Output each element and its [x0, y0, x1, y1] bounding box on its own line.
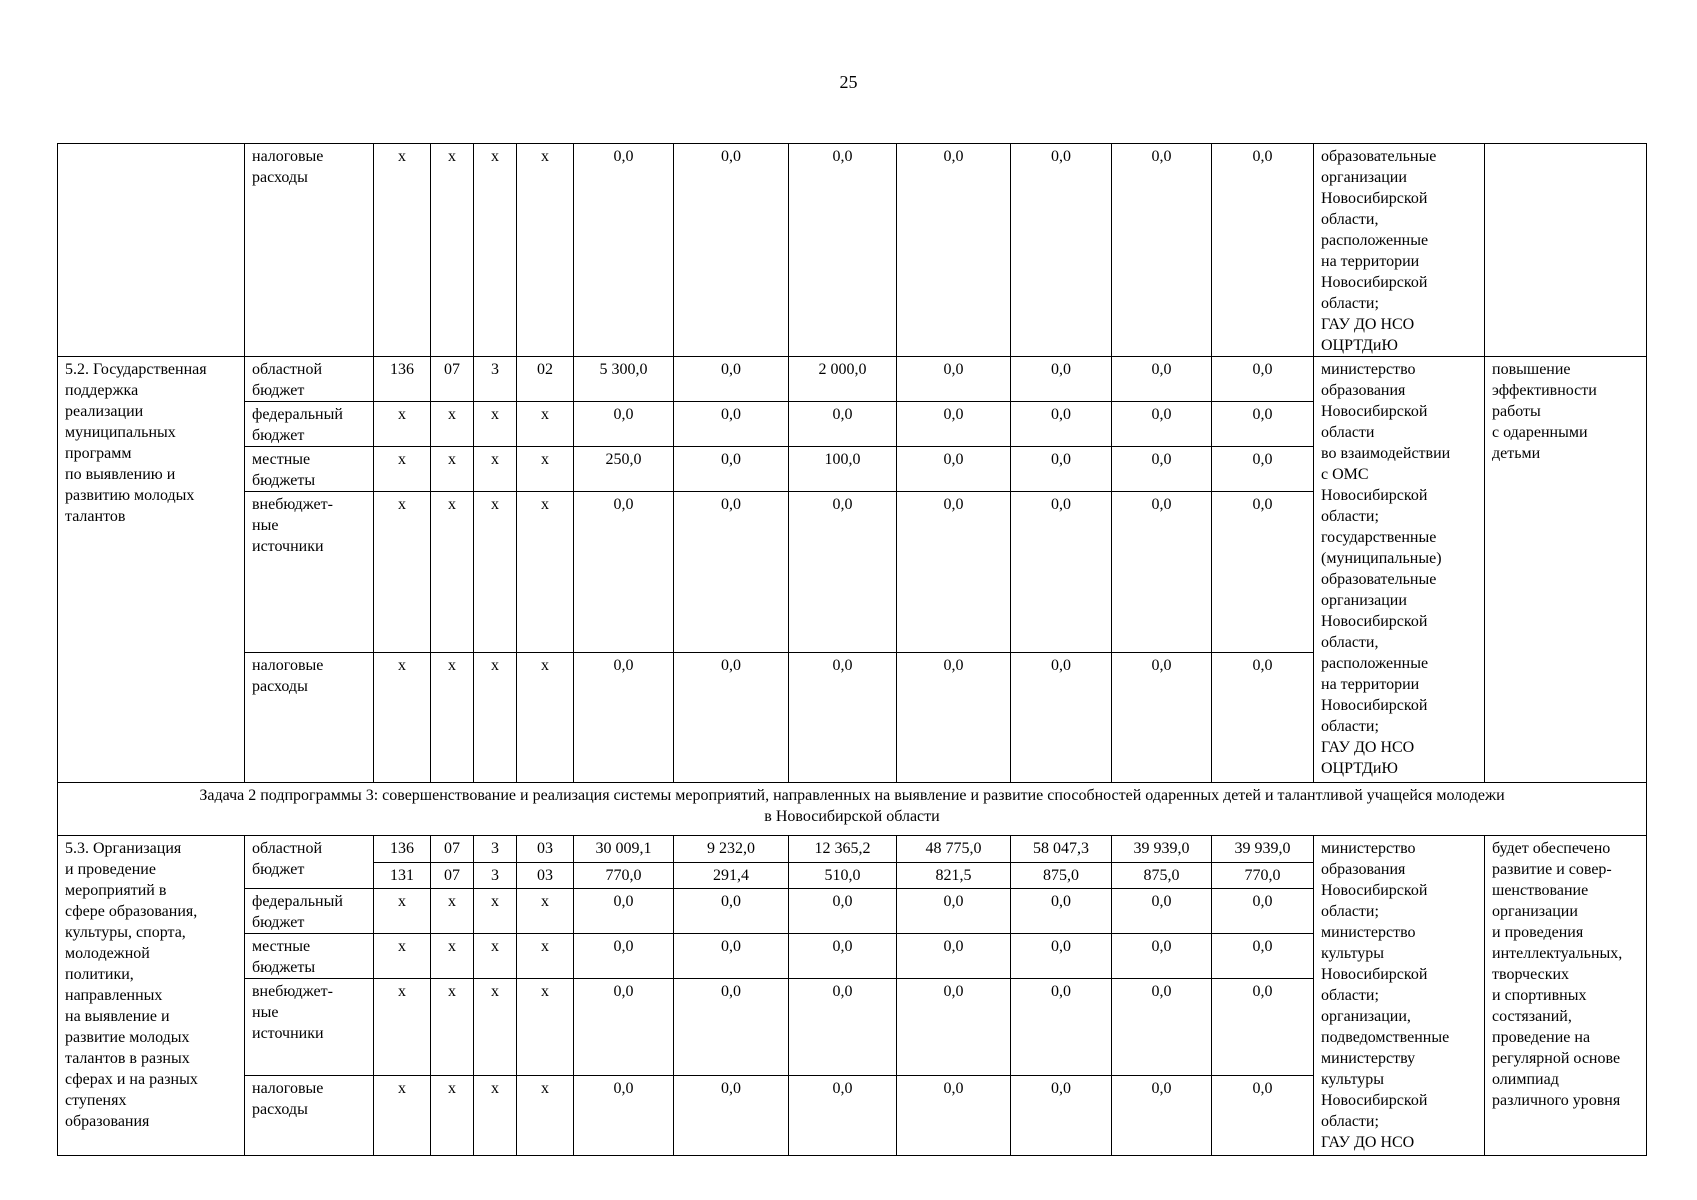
value-cell: 0,0 — [1112, 889, 1212, 934]
value-cell: 0,0 — [1112, 934, 1212, 979]
value-cell: 821,5 — [897, 863, 1011, 889]
value-cell: 0,0 — [1011, 402, 1112, 447]
code-cell: x — [517, 447, 574, 492]
value-cell: 0,0 — [674, 979, 789, 1076]
code-cell: x — [474, 1076, 517, 1156]
value-cell: 770,0 — [574, 863, 674, 889]
code-cell: 3 — [474, 836, 517, 863]
code-cell: x — [474, 447, 517, 492]
value-cell: 0,0 — [1212, 402, 1314, 447]
value-cell: 0,0 — [789, 402, 897, 447]
code-cell: 07 — [431, 357, 474, 402]
table-row — [58, 357, 1647, 402]
measure-name-cell: 5.2. Государственная поддержка реализации муниципальных программ по выявлению и развитию молодых талантов — [58, 357, 245, 783]
value-cell: 0,0 — [574, 653, 674, 783]
value-cell: 0,0 — [1212, 1076, 1314, 1156]
value-cell: 0,0 — [897, 934, 1011, 979]
value-cell: 0,0 — [1212, 979, 1314, 1076]
value-cell: 0,0 — [574, 979, 674, 1076]
source-cell: областной бюджет — [245, 357, 374, 402]
code-cell: x — [374, 144, 431, 357]
value-cell: 0,0 — [897, 357, 1011, 402]
code-cell: x — [474, 144, 517, 357]
value-cell: 0,0 — [897, 979, 1011, 1076]
measure-name-cell — [58, 144, 245, 357]
code-cell: x — [474, 934, 517, 979]
source-cell: налоговые расходы — [245, 653, 374, 783]
table-body — [58, 144, 1647, 1156]
program-measures-table — [57, 143, 1647, 1156]
value-cell: 0,0 — [1011, 492, 1112, 653]
source-cell: налоговые расходы — [245, 144, 374, 357]
value-cell: 510,0 — [789, 863, 897, 889]
measure-name-cell: 5.3. Организация и проведение мероприятий в сфере образования, культуры, спорта, молодежной политики, направленных на выявление и развитие молодых талантов в разных сферах и на разных ступенях образования — [58, 836, 245, 1156]
code-cell: 02 — [517, 357, 574, 402]
value-cell: 12 365,2 — [789, 836, 897, 863]
value-cell: 0,0 — [1212, 889, 1314, 934]
value-cell: 0,0 — [1212, 144, 1314, 357]
code-cell: x — [431, 144, 474, 357]
code-cell: x — [374, 653, 431, 783]
code-cell: 03 — [517, 836, 574, 863]
value-cell: 0,0 — [674, 889, 789, 934]
executor-cell: министерство образования Новосибирской области; министерство культуры Новосибирской области; организации, подведомственные министерству культуры Новосибирской области; ГАУ ДО НСО — [1314, 836, 1485, 1156]
code-cell: x — [374, 979, 431, 1076]
code-cell: 136 — [374, 357, 431, 402]
value-cell: 0,0 — [574, 934, 674, 979]
value-cell: 0,0 — [1212, 934, 1314, 979]
value-cell: 0,0 — [897, 144, 1011, 357]
code-cell: x — [474, 889, 517, 934]
value-cell: 0,0 — [1212, 447, 1314, 492]
code-cell: 3 — [474, 357, 517, 402]
value-cell: 0,0 — [897, 402, 1011, 447]
code-cell: x — [431, 1076, 474, 1156]
value-cell: 58 047,3 — [1011, 836, 1112, 863]
code-cell: x — [517, 402, 574, 447]
value-cell: 0,0 — [574, 144, 674, 357]
code-cell: x — [474, 402, 517, 447]
value-cell: 0,0 — [789, 934, 897, 979]
value-cell: 0,0 — [897, 447, 1011, 492]
value-cell: 0,0 — [1112, 492, 1212, 653]
value-cell: 0,0 — [897, 1076, 1011, 1156]
source-cell: налоговые расходы — [245, 1076, 374, 1156]
code-cell: x — [517, 144, 574, 357]
code-cell: x — [517, 889, 574, 934]
code-cell: x — [374, 934, 431, 979]
source-cell: местные бюджеты — [245, 447, 374, 492]
value-cell: 48 775,0 — [897, 836, 1011, 863]
value-cell: 0,0 — [789, 653, 897, 783]
value-cell: 0,0 — [674, 357, 789, 402]
code-cell: x — [474, 653, 517, 783]
code-cell: 03 — [517, 863, 574, 889]
code-cell: 07 — [431, 836, 474, 863]
value-cell: 0,0 — [674, 653, 789, 783]
value-cell: 39 939,0 — [1212, 836, 1314, 863]
page-number: 25 — [839, 72, 858, 92]
value-cell: 0,0 — [789, 979, 897, 1076]
value-cell: 0,0 — [674, 934, 789, 979]
code-cell: x — [474, 979, 517, 1076]
value-cell: 0,0 — [674, 1076, 789, 1156]
value-cell: 0,0 — [1011, 653, 1112, 783]
value-cell: 0,0 — [789, 492, 897, 653]
value-cell: 250,0 — [574, 447, 674, 492]
value-cell: 0,0 — [1212, 357, 1314, 402]
task-heading: Задача 2 подпрограммы 3: совершенствование и реализация системы мероприятий, направленных на выявление и развитие способностей одаренных детей и талантливой учащейся молодежи в Новосибирской области — [58, 783, 1647, 836]
value-cell: 0,0 — [789, 889, 897, 934]
value-cell: 2 000,0 — [789, 357, 897, 402]
source-cell: областной бюджет — [245, 836, 374, 889]
code-cell: x — [431, 889, 474, 934]
executor-cell: образовательные организации Новосибирской области, расположенные на территории Новосибирской области; ГАУ ДО НСО ОЦРТДиЮ — [1314, 144, 1485, 357]
code-cell: x — [517, 1076, 574, 1156]
value-cell: 0,0 — [674, 144, 789, 357]
value-cell: 0,0 — [1011, 934, 1112, 979]
code-cell: x — [374, 1076, 431, 1156]
value-cell: 0,0 — [1212, 653, 1314, 783]
value-cell: 0,0 — [574, 1076, 674, 1156]
code-cell: x — [431, 979, 474, 1076]
code-cell: x — [431, 934, 474, 979]
value-cell: 0,0 — [1112, 357, 1212, 402]
code-cell: x — [517, 492, 574, 653]
source-cell: внебюджет- ные источники — [245, 979, 374, 1076]
table-row — [58, 783, 1647, 836]
value-cell: 0,0 — [1112, 1076, 1212, 1156]
value-cell: 0,0 — [1011, 1076, 1112, 1156]
code-cell: 136 — [374, 836, 431, 863]
result-cell: будет обеспечено развитие и совер- шенствование организации и проведения интеллектуальных, творческих и спортивных состязаний, проведение на регулярной основе олимпиад различного уровня — [1485, 836, 1647, 1156]
table-row — [58, 144, 1647, 357]
value-cell: 0,0 — [897, 889, 1011, 934]
value-cell: 0,0 — [1112, 447, 1212, 492]
value-cell: 0,0 — [1212, 492, 1314, 653]
value-cell: 770,0 — [1212, 863, 1314, 889]
code-cell: x — [374, 447, 431, 492]
value-cell: 0,0 — [789, 144, 897, 357]
value-cell: 0,0 — [1011, 979, 1112, 1076]
value-cell: 100,0 — [789, 447, 897, 492]
value-cell: 0,0 — [1011, 357, 1112, 402]
value-cell: 0,0 — [674, 447, 789, 492]
value-cell: 39 939,0 — [1112, 836, 1212, 863]
code-cell: 07 — [431, 863, 474, 889]
value-cell: 0,0 — [574, 492, 674, 653]
value-cell: 0,0 — [1112, 979, 1212, 1076]
code-cell: x — [517, 653, 574, 783]
value-cell: 291,4 — [674, 863, 789, 889]
code-cell: 3 — [474, 863, 517, 889]
value-cell: 0,0 — [789, 1076, 897, 1156]
value-cell: 0,0 — [1112, 402, 1212, 447]
source-cell: местные бюджеты — [245, 934, 374, 979]
value-cell: 0,0 — [897, 492, 1011, 653]
code-cell: 131 — [374, 863, 431, 889]
value-cell: 0,0 — [1011, 144, 1112, 357]
code-cell: x — [431, 402, 474, 447]
value-cell: 875,0 — [1011, 863, 1112, 889]
value-cell: 875,0 — [1112, 863, 1212, 889]
source-cell: федеральный бюджет — [245, 889, 374, 934]
table-row — [58, 836, 1647, 863]
value-cell: 0,0 — [1112, 653, 1212, 783]
code-cell: x — [431, 492, 474, 653]
code-cell: x — [431, 447, 474, 492]
value-cell: 0,0 — [674, 492, 789, 653]
code-cell: x — [374, 492, 431, 653]
value-cell: 0,0 — [674, 402, 789, 447]
code-cell: x — [374, 889, 431, 934]
code-cell: x — [374, 402, 431, 447]
value-cell: 0,0 — [574, 889, 674, 934]
value-cell: 5 300,0 — [574, 357, 674, 402]
value-cell: 0,0 — [897, 653, 1011, 783]
source-cell: федеральный бюджет — [245, 402, 374, 447]
result-cell: повышение эффективности работы с одаренными детьми — [1485, 357, 1647, 783]
code-cell: x — [474, 492, 517, 653]
value-cell: 9 232,0 — [674, 836, 789, 863]
value-cell: 0,0 — [1112, 144, 1212, 357]
executor-cell: министерство образования Новосибирской области во взаимодействии с ОМС Новосибирской области; государственные (муниципальные) образовательные организации Новосибирской области, расположенные на территории Новосибирской области; ГАУ ДО НСО ОЦРТДиЮ — [1314, 357, 1485, 783]
value-cell: 0,0 — [574, 402, 674, 447]
value-cell: 0,0 — [1011, 889, 1112, 934]
result-cell — [1485, 144, 1647, 357]
code-cell: x — [517, 979, 574, 1076]
value-cell: 0,0 — [1011, 447, 1112, 492]
code-cell: x — [517, 934, 574, 979]
source-cell: внебюджет- ные источники — [245, 492, 374, 653]
code-cell: x — [431, 653, 474, 783]
value-cell: 30 009,1 — [574, 836, 674, 863]
